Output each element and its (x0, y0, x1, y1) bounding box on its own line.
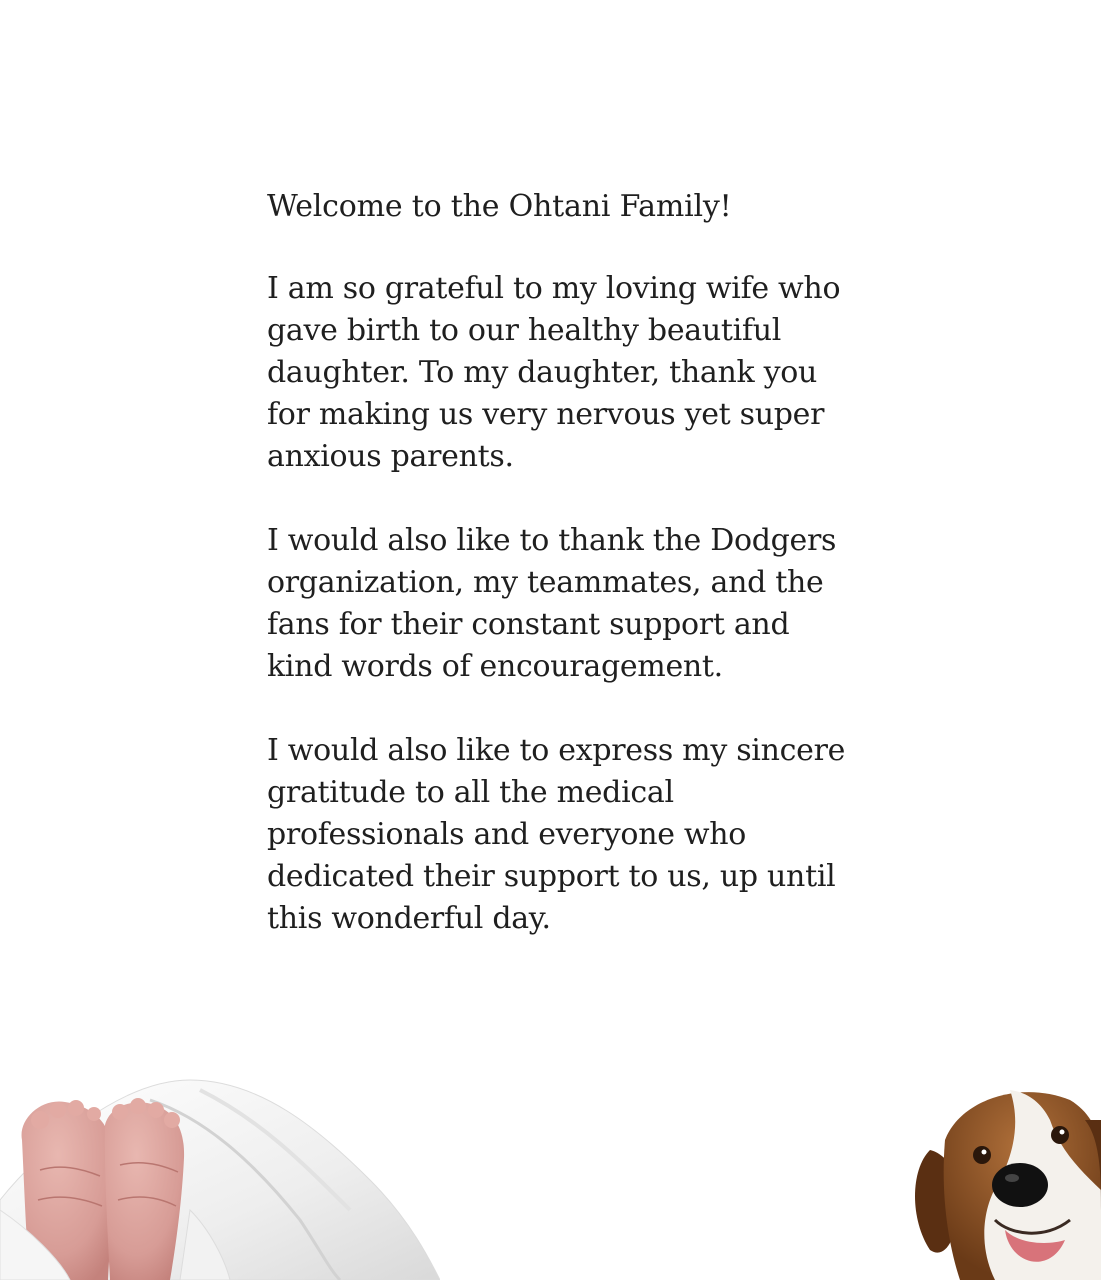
baby-feet-image (0, 1060, 440, 1280)
letter-title: Welcome to the Ohtani Family! (267, 189, 732, 224)
paragraph-line: anxious parents. (267, 439, 514, 474)
paragraph-line: fans for their constant support and (267, 607, 790, 642)
paragraph-line: daughter. To my daughter, thank you (267, 355, 818, 390)
paragraph-2 (267, 520, 867, 688)
paragraph-line: professionals and everyone who (267, 817, 747, 852)
paragraph-line: dedicated their support to us, up until (267, 859, 836, 894)
letter-body (267, 186, 867, 982)
paragraph-3 (267, 730, 867, 940)
paragraph-line: this wonderful day. (267, 901, 551, 936)
dog-image (900, 1080, 1101, 1280)
paragraph-line: I would also like to thank the Dodgers (267, 523, 837, 558)
paragraph-line: kind words of encouragement. (267, 649, 723, 684)
paragraph-line: gave birth to our healthy beautiful (267, 313, 782, 348)
paragraph-line: I am so grateful to my loving wife who (267, 271, 841, 306)
paragraph-line: gratitude to all the medical (267, 775, 674, 810)
paragraph-line: organization, my teammates, and the (267, 565, 824, 600)
paragraph-1 (267, 268, 867, 478)
paragraph-line: I would also like to express my sincere (267, 733, 846, 768)
paragraph-line: for making us very nervous yet super (267, 397, 825, 432)
